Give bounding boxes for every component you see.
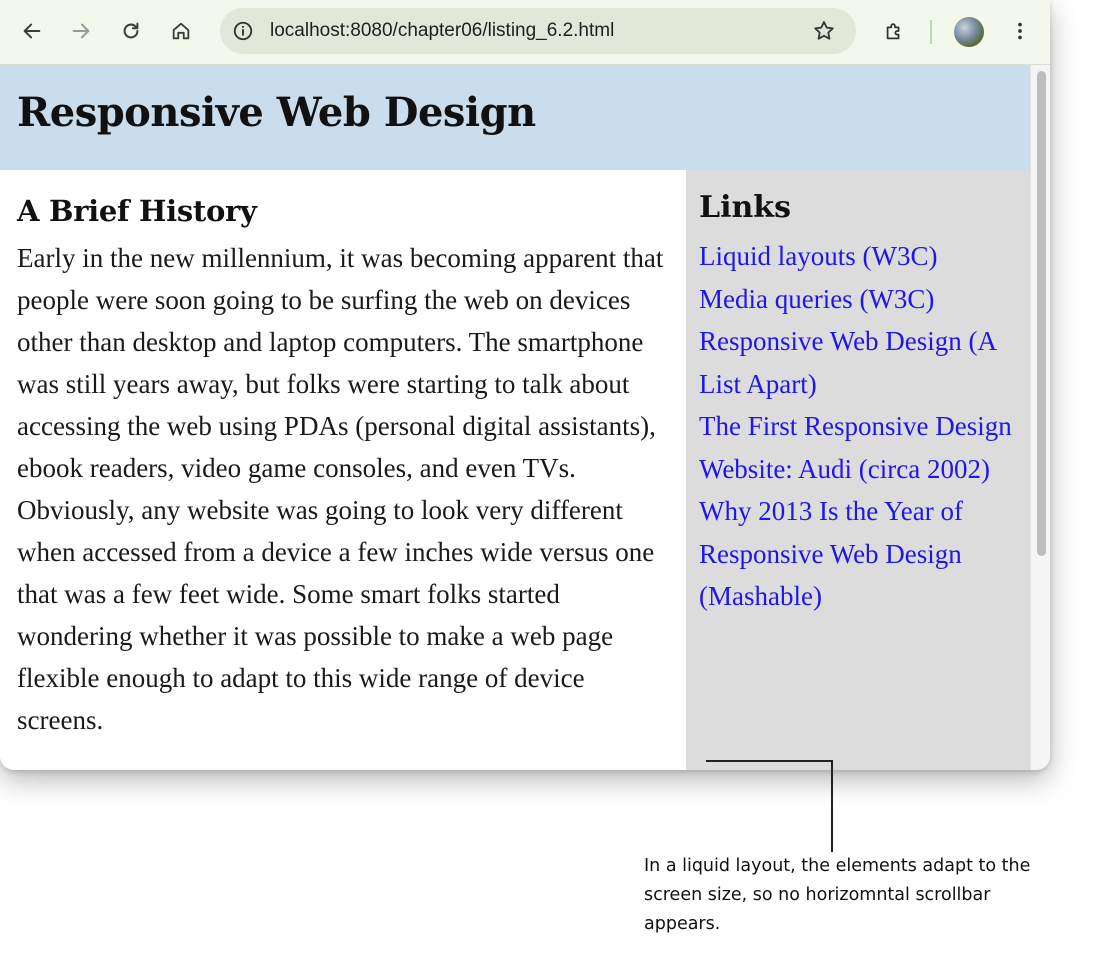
star-icon[interactable] bbox=[812, 19, 836, 43]
list-item bbox=[699, 320, 1019, 405]
scrollbar-thumb[interactable] bbox=[1037, 71, 1046, 556]
info-icon[interactable] bbox=[232, 20, 254, 42]
link-responsive-web-design[interactable]: Responsive Web Design (A List Apart) bbox=[699, 326, 996, 399]
reload-button[interactable] bbox=[114, 14, 148, 48]
link-why-2013[interactable]: Why 2013 Is the Year of Responsive Web Design (Mashable) bbox=[699, 496, 963, 611]
back-button[interactable] bbox=[15, 14, 49, 48]
browser-toolbar bbox=[0, 0, 1050, 65]
link-list bbox=[699, 235, 1019, 618]
toolbar-divider bbox=[930, 20, 932, 44]
sidebar bbox=[686, 170, 1030, 770]
link-liquid-layouts[interactable]: Liquid layouts (W3C) bbox=[699, 241, 938, 271]
arrow-right-icon bbox=[70, 20, 92, 42]
link-media-queries[interactable]: Media queries (W3C) bbox=[699, 283, 935, 314]
puzzle-icon bbox=[883, 20, 905, 42]
list-item bbox=[699, 405, 1019, 490]
kebab-menu-icon bbox=[1009, 20, 1031, 42]
list-item bbox=[699, 490, 1019, 618]
page-viewport bbox=[0, 65, 1050, 770]
links-heading: Links bbox=[699, 190, 791, 225]
callout-line bbox=[706, 760, 832, 762]
avatar[interactable] bbox=[954, 17, 984, 47]
body-paragraph: Early in the new millennium, it was becoming apparent that people were soon going to be surfing the web on devices other than desktop and laptop computers. The smartphone was still years away, but folks were starting to talk about accessing the web using PDAs (personal digital assistants), ebook readers, video game consoles, and even TVs. Obviously, any website was going to look very different when accessed from a device a few inches wide versus one that was a few feet wide. Some smart folks started wondering whether it was possible to make a web page flexible enough to adapt to this wide range of device screens. bbox=[17, 243, 664, 735]
list-item bbox=[699, 235, 1019, 278]
link-first-responsive-website[interactable]: The First Responsive Design Website: Audi (circa 2002) bbox=[699, 411, 1012, 484]
home-icon bbox=[170, 20, 192, 42]
callout-line bbox=[831, 760, 833, 852]
menu-button[interactable] bbox=[1003, 14, 1037, 48]
address-bar[interactable] bbox=[220, 8, 856, 54]
annotation-caption: In a liquid layout, the elements adapt to the screen size, so no horizomntal scrollbar appears. bbox=[644, 856, 1031, 934]
list-item bbox=[699, 278, 1019, 321]
reload-icon bbox=[120, 20, 142, 42]
home-button[interactable] bbox=[164, 14, 198, 48]
extensions-button[interactable] bbox=[877, 14, 911, 48]
main-content bbox=[0, 170, 686, 770]
page-header bbox=[0, 65, 1030, 170]
arrow-left-icon bbox=[21, 20, 43, 42]
url-text[interactable]: localhost:8080/chapter06/listing_6.2.html bbox=[270, 20, 615, 41]
vertical-scrollbar[interactable] bbox=[1030, 65, 1050, 770]
page-title: Responsive Web Design bbox=[17, 89, 536, 136]
section-heading: A Brief History bbox=[17, 194, 257, 228]
forward-button[interactable] bbox=[64, 14, 98, 48]
